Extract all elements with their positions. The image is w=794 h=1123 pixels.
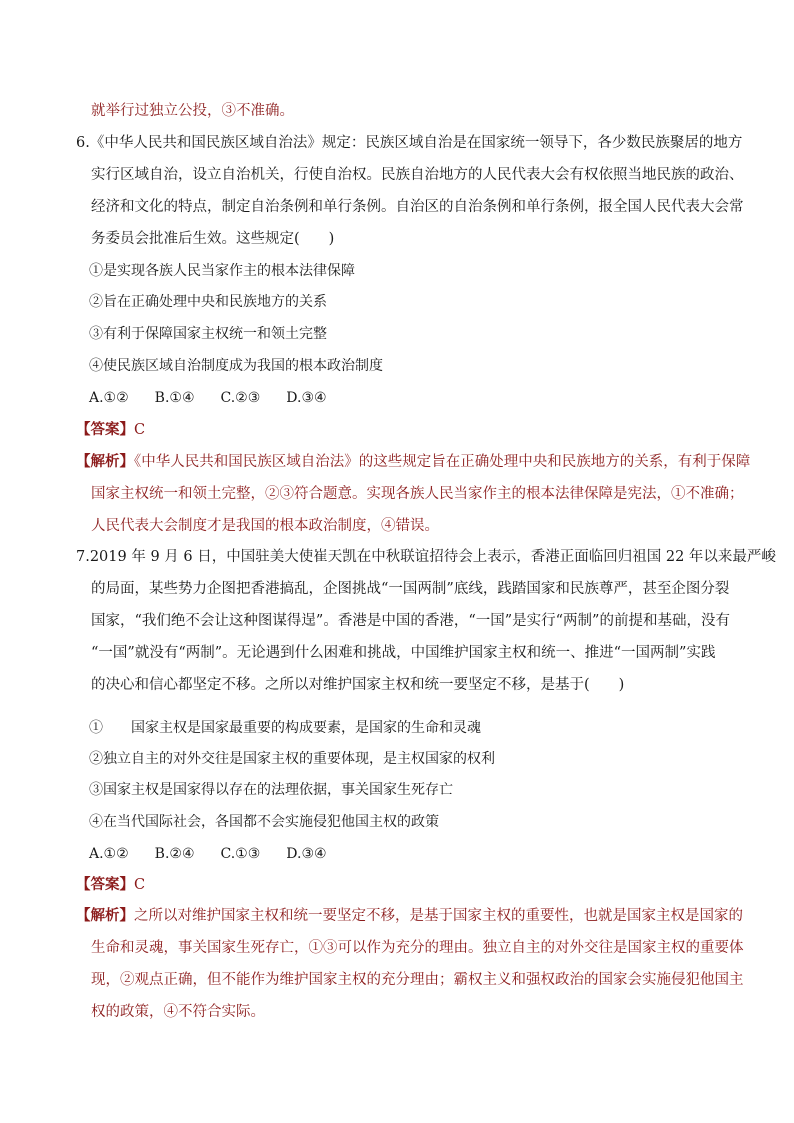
q6-analysis-line-3: 人民代表大会制度才是我国的根本政治制度，④错误。 [91, 518, 439, 534]
q7-analysis-line-3: 现，②观点正确，但不能作为维护国家主权的充分理由；霸权主义和强权政治的国家会实施侵犯他国主 [91, 972, 744, 988]
q7-choices [89, 844, 353, 864]
q6-option-1: ①是实现各族人民当家作主的根本法律保障 [89, 263, 355, 279]
q7-stem-line-2: 的局面，某些势力企图把香港搞乱，企图挑战“一国两制”底线，践踏国家和民族尊严，甚至企图分裂 [91, 581, 730, 597]
q7-answer [76, 875, 145, 895]
q7-option-1: ① 国家主权是国家最重要的构成要素，是国家的生命和灵魂 [89, 720, 481, 736]
q7-answer-label: 【答案】 [76, 876, 134, 893]
q7-choice-d: D.③④ [286, 846, 327, 862]
q7-stem-line-1: 7.2019 年 9 月 6 日，中国驻美大使崔天凯在中秋联谊招待会上表示，香港正面临回归祖国 22 年以来最严峻 [76, 549, 776, 565]
q6-answer [76, 420, 145, 440]
q6-choice-b: B.①④ [154, 390, 195, 406]
q7-analysis-text-1: 之所以对维护国家主权和统一要坚定不移，是基于国家主权的重要性，也就是国家主权是国家的 [134, 908, 743, 924]
q7-choice-b: B.②④ [154, 846, 195, 862]
continuation-text: 就举行过独立公投，③不准确。 [91, 103, 294, 119]
q6-option-2: ②旨在正确处理中央和民族地方的关系 [89, 294, 327, 310]
q6-answer-value: C [134, 422, 146, 438]
q6-analysis-line-1 [76, 452, 750, 472]
q7-stem-line-5: 的决心和信心都坚定不移。之所以对维护国家主权和统一要坚定不移，是基于( ) [91, 677, 625, 693]
q7-choice-c: C.①③ [220, 846, 261, 862]
q7-choice-a: A.①② [89, 846, 129, 862]
q6-stem-line-2: 实行区域自治，设立自治机关，行使自治权。民族自治地方的人民代表大会有权依照当地民族的政治、 [91, 167, 744, 183]
q7-analysis-label: 【解析】 [76, 907, 134, 924]
q6-choice-a: A.①② [89, 390, 129, 406]
q6-stem-line-4: 务委员会批准后生效。这些规定( ) [91, 231, 335, 247]
q7-option-4: ④在当代国际社会，各国都不会实施侵犯他国主权的政策 [89, 814, 439, 830]
q6-choice-d: D.③④ [286, 390, 327, 406]
q7-option-3: ③国家主权是国家得以存在的法理依据，事关国家生死存亡 [89, 782, 453, 798]
q6-option-3: ③有利于保障国家主权统一和领土完整 [89, 326, 327, 342]
q6-analysis-text-1: 《中华人民共和国民族区域自治法》的这些规定旨在正确处理中央和民族地方的关系，有利于保障 [134, 454, 751, 470]
q6-stem-line-1: 6.《中华人民共和国民族区域自治法》规定：民族区域自治是在国家统一领导下，各少数民族聚居的地方 [76, 135, 743, 151]
q6-answer-label: 【答案】 [76, 421, 134, 438]
q6-choice-c: C.②③ [220, 390, 261, 406]
q7-stem-line-3: 国家，“我们绝不会让这种图谋得逞”。香港是中国的香港，“一国”是实行“两制”的前提和基础，没有 [91, 613, 730, 629]
q7-analysis-line-1 [76, 906, 743, 926]
q7-answer-value: C [134, 877, 146, 893]
q7-analysis-line-4: 权的政策，④不符合实际。 [91, 1004, 265, 1020]
q6-choices [89, 388, 353, 408]
q6-analysis-line-2: 国家主权统一和领土完整，②③符合题意。实现各族人民当家作主的根本法律保障是宪法，①不准确； [91, 486, 744, 502]
q6-analysis-label: 【解析】 [76, 453, 134, 470]
q6-stem-line-3: 经济和文化的特点，制定自治条例和单行条例。自治区的自治条例和单行条例，报全国人民代表大会常 [91, 199, 744, 215]
q7-analysis-line-2: 生命和灵魂，事关国家生死存亡，①③可以作为充分的理由。独立自主的对外交往是国家主权的重要体 [91, 940, 744, 956]
q7-option-2: ②独立自主的对外交往是国家主权的重要体现，是主权国家的权利 [89, 751, 495, 767]
q6-option-4: ④使民族区域自治制度成为我国的根本政治制度 [89, 358, 383, 374]
q7-stem-line-4: “一国”就没有“两制”。无论遇到什么困难和挑战，中国维护国家主权和统一、推进“一国两制”实践 [91, 645, 716, 661]
